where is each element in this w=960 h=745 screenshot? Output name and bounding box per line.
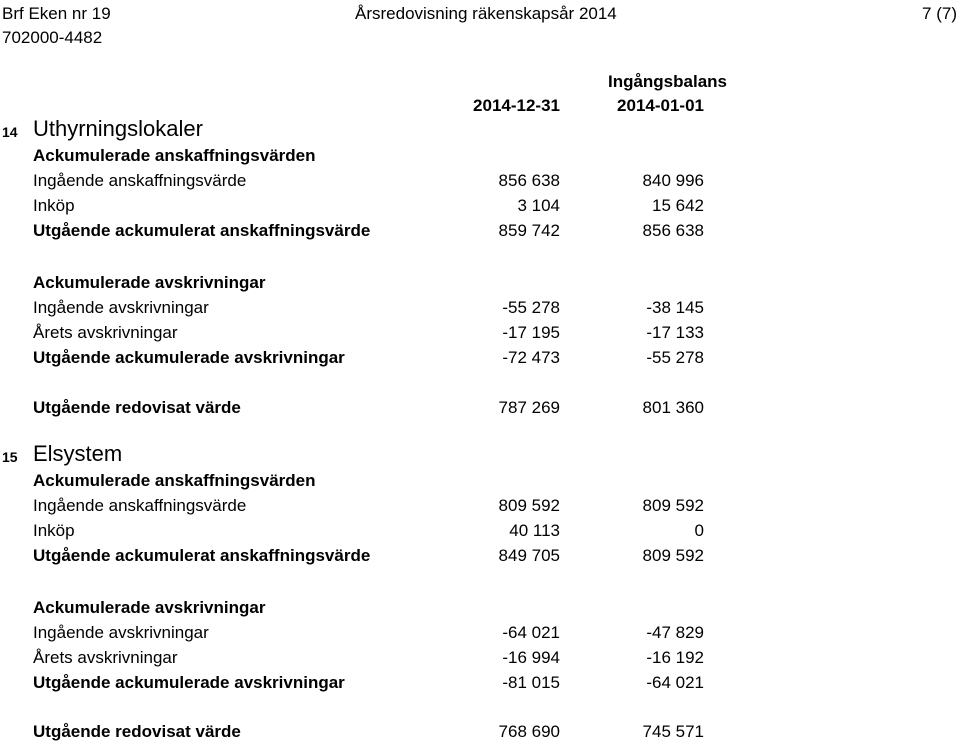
- note-number: 15: [2, 449, 18, 465]
- table-row: [0, 396, 960, 420]
- column-date-current: 2014-12-31: [473, 96, 560, 115]
- row-label: Ingående anskaffningsvärde: [33, 171, 247, 190]
- row-label: Inköp: [33, 521, 75, 540]
- value-current: 768 690: [498, 722, 560, 741]
- table-row: [0, 469, 960, 493]
- value-current: 856 638: [498, 171, 560, 190]
- value-previous: -38 145: [646, 298, 704, 317]
- value-current: -81 015: [502, 673, 560, 692]
- org-number: 702000-4482: [2, 28, 103, 47]
- row-label: Ackumulerade avskrivningar: [33, 598, 266, 617]
- value-current: 859 742: [498, 221, 560, 240]
- value-current: 3 104: [517, 196, 560, 215]
- table-row: [0, 544, 960, 568]
- value-current: -72 473: [502, 348, 560, 367]
- table-row: [0, 194, 960, 218]
- value-previous: -55 278: [646, 348, 704, 367]
- value-previous: -16 192: [646, 648, 704, 667]
- row-label: Årets avskrivningar: [33, 323, 178, 342]
- row-label: Utgående redovisat värde: [33, 398, 241, 417]
- table-row: [0, 144, 960, 168]
- table-row: [0, 720, 960, 744]
- table-row: [0, 621, 960, 645]
- value-current: 809 592: [498, 496, 560, 515]
- table-row: [0, 271, 960, 295]
- note-title: Elsystem: [33, 441, 123, 466]
- row-label: Ackumulerade avskrivningar: [33, 273, 266, 292]
- table-row: [0, 219, 960, 243]
- value-current: -64 021: [502, 623, 560, 642]
- row-label: Ackumulerade anskaffningsvärden: [33, 471, 316, 490]
- row-label: Årets avskrivningar: [33, 648, 178, 667]
- row-label: Utgående redovisat värde: [33, 722, 241, 741]
- row-label: Utgående ackumulerat anskaffningsvärde: [33, 546, 371, 565]
- value-current: 40 113: [509, 521, 560, 540]
- table-row: [0, 494, 960, 518]
- table-row: [0, 296, 960, 320]
- opening-balance-heading: Ingångsbalans: [607, 72, 727, 91]
- row-label: Utgående ackumulerade avskrivningar: [33, 673, 345, 692]
- table-row: [0, 519, 960, 543]
- value-previous: 809 592: [642, 546, 704, 565]
- value-current: -16 994: [502, 648, 560, 667]
- value-previous: 801 360: [642, 398, 704, 417]
- table-row: [0, 596, 960, 620]
- org-name: Brf Eken nr 19: [2, 4, 111, 23]
- value-current: 849 705: [498, 546, 560, 565]
- row-label: Utgående ackumulerade avskrivningar: [33, 348, 345, 367]
- table-row: [0, 346, 960, 370]
- row-label: Ingående avskrivningar: [33, 623, 209, 642]
- value-previous: 809 592: [642, 496, 704, 515]
- table-row: [0, 169, 960, 193]
- document-title: Årsredovisning räkenskapsår 2014: [355, 4, 617, 23]
- row-label: Ingående avskrivningar: [33, 298, 209, 317]
- value-previous: -47 829: [646, 623, 704, 642]
- table-row: [0, 671, 960, 695]
- row-label: Ackumulerade anskaffningsvärden: [33, 146, 316, 165]
- value-current: -17 195: [502, 323, 560, 342]
- table-row: [0, 646, 960, 670]
- note-title: Uthyrningslokaler: [33, 116, 203, 141]
- column-date-previous: 2014-01-01: [617, 96, 704, 115]
- row-label: Ingående anskaffningsvärde: [33, 496, 247, 515]
- value-current: -55 278: [502, 298, 560, 317]
- value-previous: -64 021: [646, 673, 704, 692]
- value-current: 787 269: [498, 398, 560, 417]
- note-number: 14: [2, 124, 18, 140]
- value-previous: 745 571: [642, 722, 704, 741]
- page-indicator: 7 (7): [922, 4, 957, 23]
- value-previous: -17 133: [646, 323, 704, 342]
- value-previous: 840 996: [642, 171, 704, 190]
- value-previous: 856 638: [642, 221, 704, 240]
- row-label: Utgående ackumulerat anskaffningsvärde: [33, 221, 371, 240]
- value-previous: 15 642: [652, 196, 704, 215]
- value-previous: 0: [694, 521, 704, 540]
- row-label: Inköp: [33, 196, 75, 215]
- table-row: [0, 321, 960, 345]
